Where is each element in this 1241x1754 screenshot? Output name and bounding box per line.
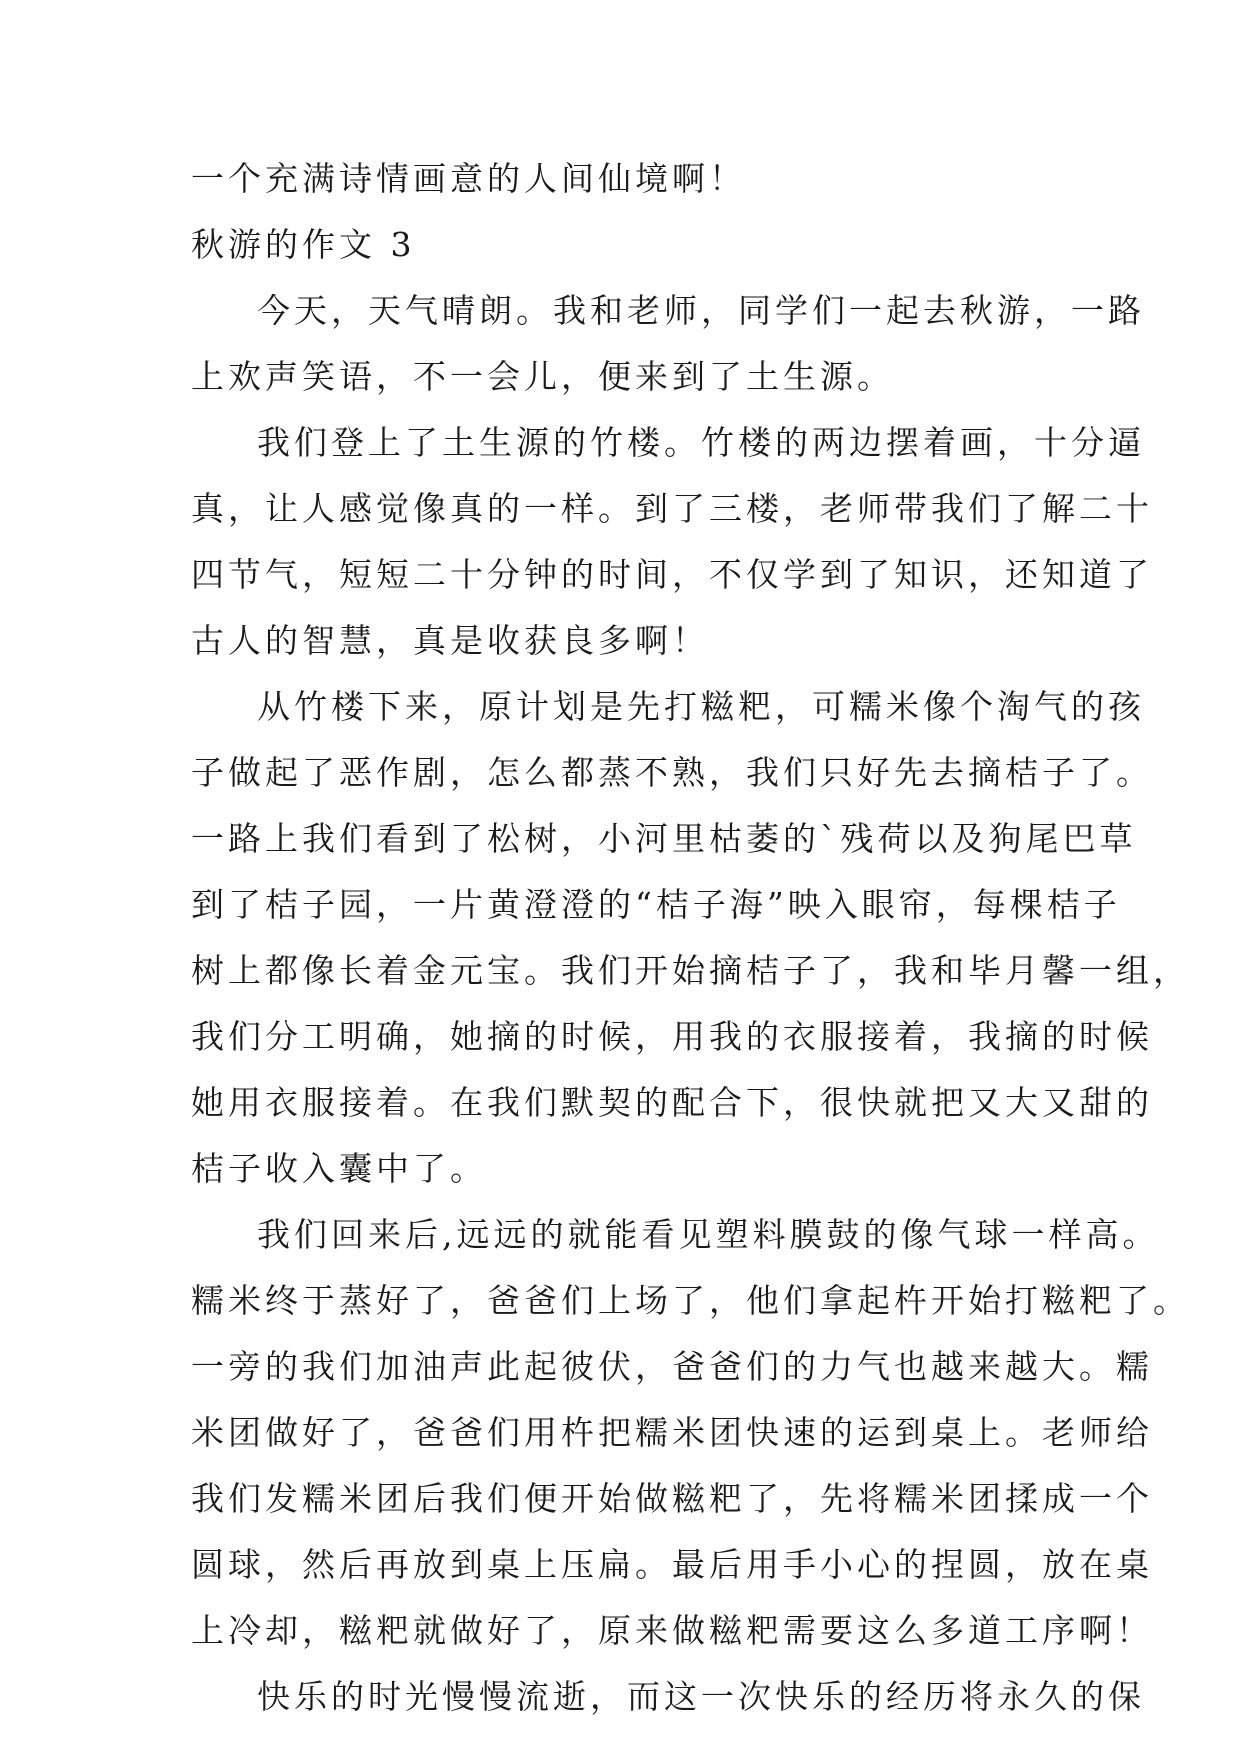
text-line: 一个充满诗情画意的人间仙境啊！	[191, 159, 746, 198]
text-line: 四节气，短短二十分钟的时间，不仅学到了知识，还知道了	[191, 555, 1153, 594]
text-line: 圆球，然后再放到桌上压扁。最后用手小心的捏圆，放在桌	[191, 1545, 1153, 1584]
text-line: 树上都像长着金元宝。我们开始摘桔子了，我和毕月馨一组，	[191, 951, 1190, 990]
text-line: 从竹楼下来，原计划是先打糍粑，可糯米像个淘气的孩	[257, 687, 1145, 726]
text-line: 上欢声笑语，不一会儿，便来到了土生源。	[191, 357, 894, 396]
text-line: 我们回来后,远远的就能看见塑料膜鼓的像气球一样高。	[257, 1215, 1160, 1254]
text-line: 她用衣服接着。在我们默契的配合下，很快就把又大又甜的	[191, 1083, 1153, 1122]
text-line: 古人的智慧，真是收获良多啊！	[191, 621, 709, 660]
text-line: 到了桔子园，一片黄澄澄的“桔子海”映入眼帘，每棵桔子	[191, 885, 1121, 924]
text-line: 一旁的我们加油声此起彼伏，爸爸们的力气也越来越大。糯	[191, 1347, 1153, 1386]
text-line: 我们发糯米团后我们便开始做糍粑了，先将糯米团揉成一个	[191, 1479, 1153, 1518]
text-line: 糯米终于蒸好了，爸爸们上场了，他们拿起杵开始打糍粑了。	[191, 1281, 1190, 1320]
text-line: 上冷却，糍粑就做好了，原来做糍粑需要这么多道工序啊！	[191, 1611, 1153, 1650]
text-line: 快乐的时光慢慢流逝，而这一次快乐的经历将永久的保	[257, 1677, 1145, 1716]
text-line: 子做起了恶作剧，怎么都蒸不熟，我们只好先去摘桔子了。	[191, 753, 1153, 792]
text-line: 真，让人感觉像真的一样。到了三楼，老师带我们了解二十	[191, 489, 1153, 528]
text-line: 米团做好了，爸爸们用杵把糯米团快速的运到桌上。老师给	[191, 1413, 1153, 1452]
essay-text	[191, 146, 1190, 1730]
text-line: 今天，天气晴朗。我和老师，同学们一起去秋游，一路	[257, 291, 1145, 330]
text-line: 桔子收入囊中了。	[191, 1149, 487, 1188]
text-line: 一路上我们看到了松树，小河里枯萎的`残荷以及狗尾巴草	[191, 819, 1137, 858]
text-line: 我们分工明确，她摘的时候，用我的衣服接着，我摘的时候	[191, 1017, 1153, 1056]
section-heading: 秋游的作文 3	[191, 225, 416, 264]
text-line: 我们登上了土生源的竹楼。竹楼的两边摆着画，十分逼	[257, 423, 1145, 462]
